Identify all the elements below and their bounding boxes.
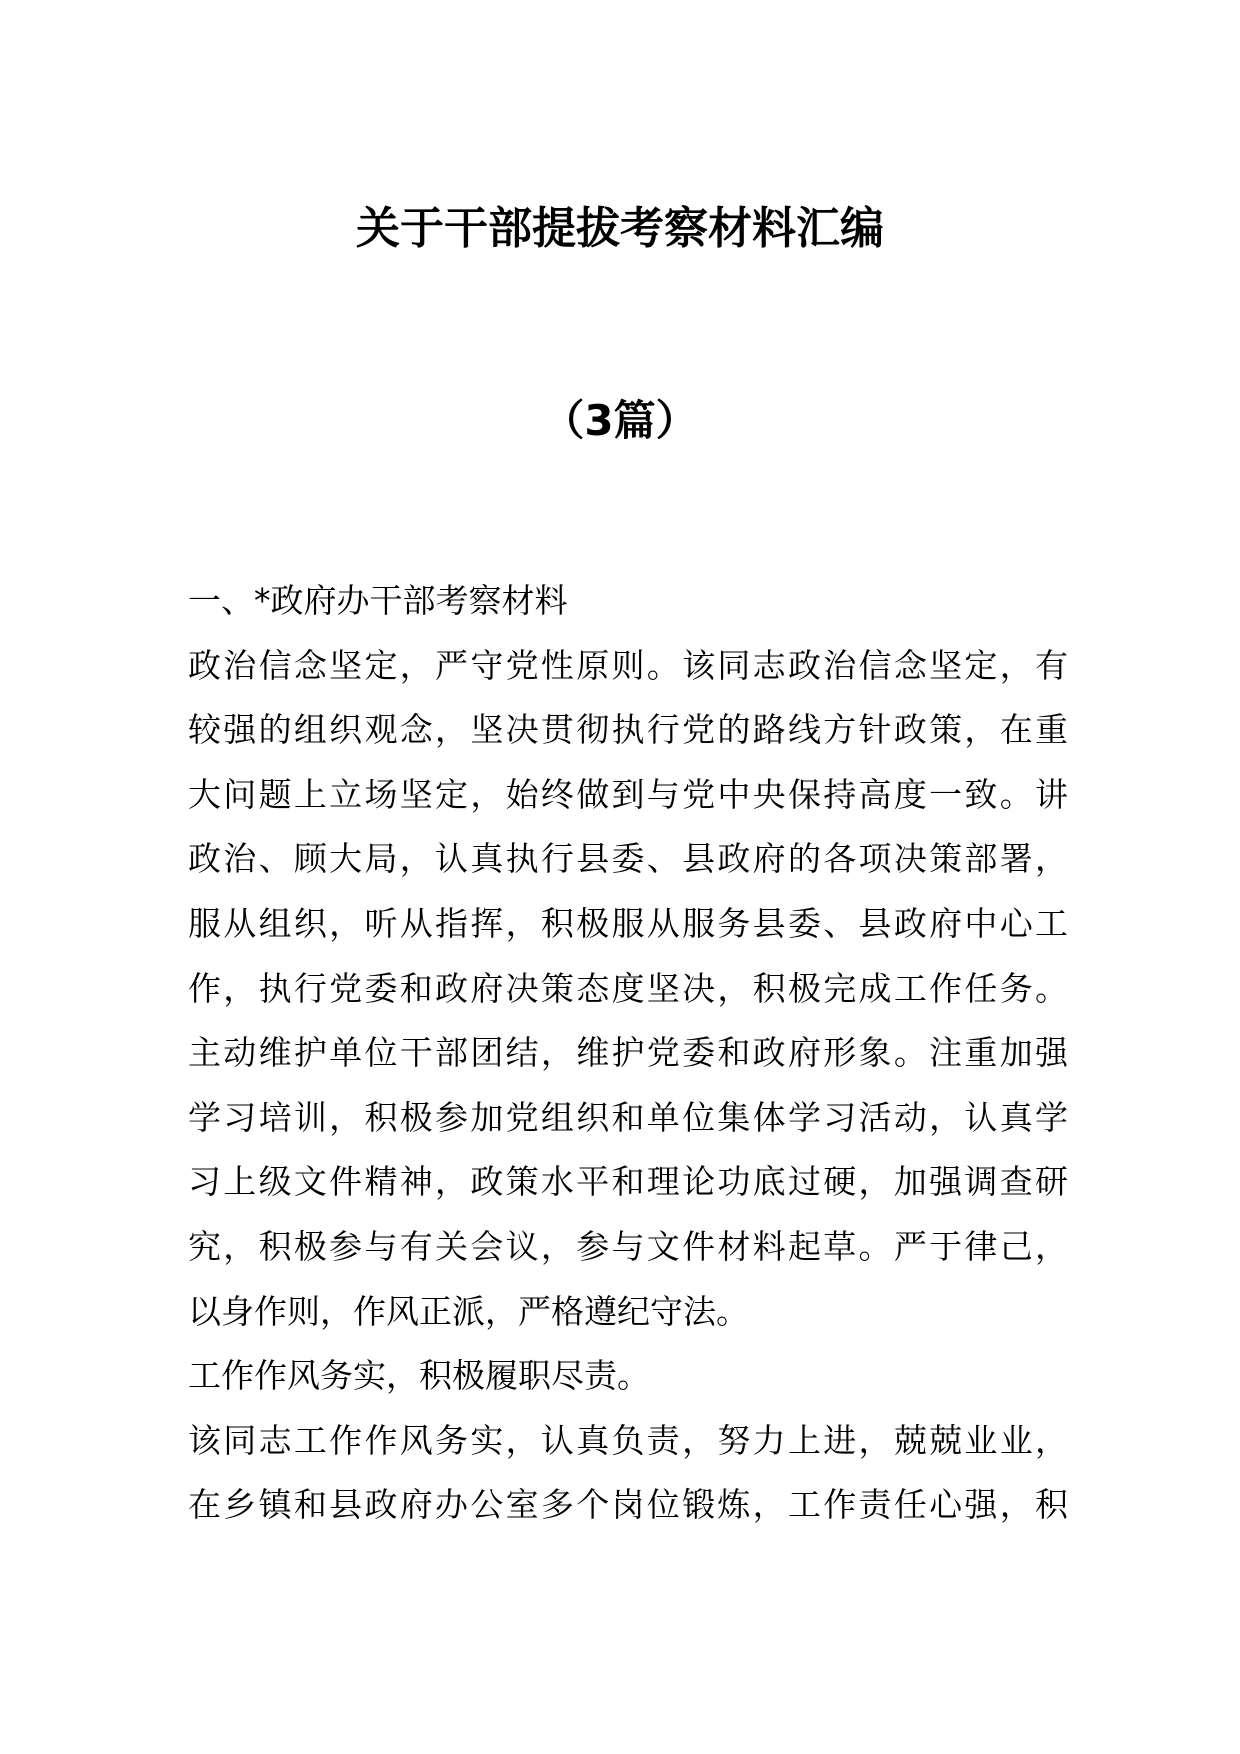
body-text-line: 习上级文件精神，政策水平和理论功底过硬，加强调查研 [188,1162,1068,1202]
body-text-line: 一、*政府办干部考察材料 [188,581,568,620]
body-text-line: 在乡镇和县政府办公室多个岗位锻炼，工作责任心强，积 [188,1485,1068,1525]
body-text-line: 该同志工作作风务实，认真负责，努力上进，兢兢业业， [188,1420,1068,1460]
document-title: 关于干部提拔考察材料汇编 [356,203,884,254]
document-body [188,583,1068,1552]
body-text-line: 以身作则，作风正派，严格遵纪守法。 [188,1291,749,1331]
body-text-line: 主动维护单位干部团结，维护党委和政府形象。注重加强 [188,1033,1068,1073]
body-text-line: 究，积极参与有关会议，参与文件材料起草。严于律己， [188,1226,1068,1266]
body-text-line: 较强的组织观念，坚决贯彻执行党的路线方针政策，在重 [188,710,1068,750]
body-text-line: 政治、顾大局，认真执行县委、县政府的各项决策部署， [188,839,1068,879]
body-text-line: 学习培训，积极参加党组织和单位集体学习活动，认真学 [188,1097,1068,1137]
body-text-line: 服从组织，听从指挥，积极服从服务县委、县政府中心工 [188,903,1068,943]
document-subtitle: （3篇） [542,396,698,445]
body-text-line: 政治信念坚定，严守党性原则。该同志政治信念坚定，有 [188,645,1068,685]
body-text-line: 大问题上立场坚定，始终做到与党中央保持高度一致。讲 [188,774,1068,814]
body-text-line: 工作作风务实，积极履职尽责。 [188,1356,650,1396]
body-text-line: 作，执行党委和政府决策态度坚决，积极完成工作任务。 [188,968,1068,1008]
